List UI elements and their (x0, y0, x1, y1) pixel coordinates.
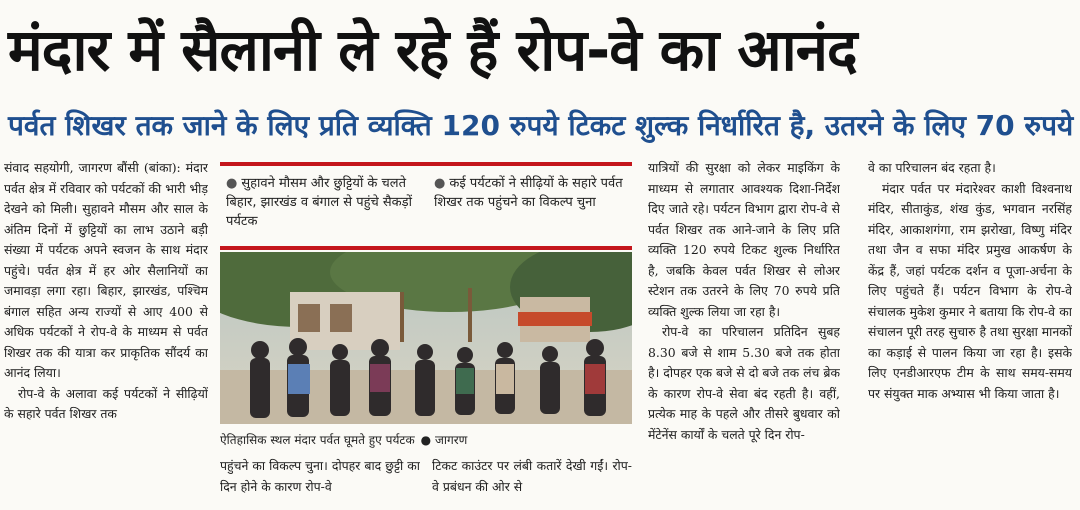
paragraph: पहुंचने का विकल्प चुना। दोपहर बाद छुट्टी का दिन होने के कारण रोप-वे (220, 458, 420, 494)
article-column-1 (4, 158, 208, 498)
paragraph: रोप-वे के अलावा कई पर्यटकों ने सीढ़ियों के सहारे पर्वत शिखर तक (4, 385, 208, 421)
bullet-icon: ● (434, 176, 446, 191)
news-photo (220, 252, 632, 424)
paragraph: रोप-वे का परिचालन प्रतिदिन सुबह 8.30 बजे से शाम 5.30 बजे तक होता है। दोपहर एक बजे से दो बजे तक लंच ब्रेक के कारण रोप-वे सेवा बंद रहती है। वहीं, प्रत्येक माह के पहले और तीसरे बुधवार को मेंटेनेंस कार्यों के चलते पूरे दिन रोप- (648, 324, 840, 442)
paragraph: यात्रियों की सुरक्षा को लेकर माइकिंग के माध्यम से लगातार आवश्यक दिशा-निर्देश दिए जाते रहे। पर्यटन विभाग द्वारा रोप-वे से पर्वत शिखर तक आने-जाने के लिए प्रति व्यक्ति 120 रुपये टिकट शुल्क निर्धारित है, जबकि केवल पर्वत शिखर से लोअर स्टेशन तक उतरने के लिए 70 रुपये प्रति व्यक्ति शुल्क लिया जा रहा है। (648, 160, 840, 319)
article-column-2b (432, 456, 632, 500)
paragraph: संवाद सहयोगी, जागरण बौंसी (बांका): मंदार पर्वत क्षेत्र में रविवार को पर्यटकों की भारी भीड़ देखने को मिली। सुहावने मौसम और साल के अंतिम दिनों में छुट्टियों का लाभ उठाने बड़ी संख्या में पर्यटक अपने स्वजन के साथ मंदार पहुंचे। पर्वत क्षेत्र में हर ओर सैलानियों का जमावड़ा लगा रहा। बिहार, झारखंड, पश्चिम बंगाल सहित अन्य राज्यों से आए 400 से अधिक पर्यटकों ने रोप-वे के माध्यम से पर्वत शिखर तक की यात्रा कर प्राकृतिक सौंदर्य का आनंद लिया। (4, 160, 208, 380)
article-column-4 (868, 158, 1072, 498)
headline: मंदार में सैलानी ले रहे हैं रोप-वे का आनंद (8, 16, 857, 84)
paragraph: टिकट काउंटर पर लंबी कतारें देखी गईं। रोप-वे प्रबंधन की ओर से (432, 458, 632, 494)
bullet-icon: ● (226, 176, 238, 191)
highlight-item (226, 174, 422, 231)
highlight-text: सुहावने मौसम और छुट्टियों के चलते बिहार, झारखंड व बंगाल से पहुंचे सैकड़ों पर्यटक (226, 176, 412, 229)
highlight-text: कई पर्यटकों ने सीढ़ियों के सहारे पर्वत शिखर तक पहुंचने का विकल्प चुना (434, 176, 623, 210)
photo-caption (220, 430, 632, 450)
article-column-2a (220, 456, 420, 500)
photo-credit: ● जागरण (420, 433, 468, 447)
caption-text: ऐतिहासिक स्थल मंदार पर्वत घूमते हुए पर्यटक (220, 433, 415, 447)
highlight-item (434, 174, 630, 212)
highlights-box (220, 162, 632, 250)
article-column-3 (648, 158, 840, 498)
paragraph: वे का परिचालन बंद रहता है। (868, 160, 996, 175)
subheadline: पर्वत शिखर तक जाने के लिए प्रति व्यक्ति 120 रुपये टिकट शुल्क निर्धारित है, उतरने के लिए 70 रुपये (8, 109, 1074, 142)
paragraph: मंदार पर्वत पर मंदारेश्वर काशी विश्वनाथ मंदिर, सीताकुंड, शंख कुंड, भगवान नरसिंह मंदिर, आकाशगंगा, राम झरोखा, विष्णु मंदिर तथा जैन व सफा मंदिर प्रमुख आकर्षण के केंद्र हैं, जहां पर्यटक दर्शन व पूजा-अर्चना के लिए पहुंचते हैं। पर्यटन विभाग के रोप-वे संचालक मुकेश कुमार ने बताया कि रोप-वे का संचालन पूरी तरह सुचारु है तथा सुरक्षा मानकों का कड़ाई से पालन किया जा रहा है। इसके लिए एनडीआरएफ टीम के साथ समय-समय पर संयुक्त माक अभ्यास भी किया जाता है। (868, 180, 1072, 401)
